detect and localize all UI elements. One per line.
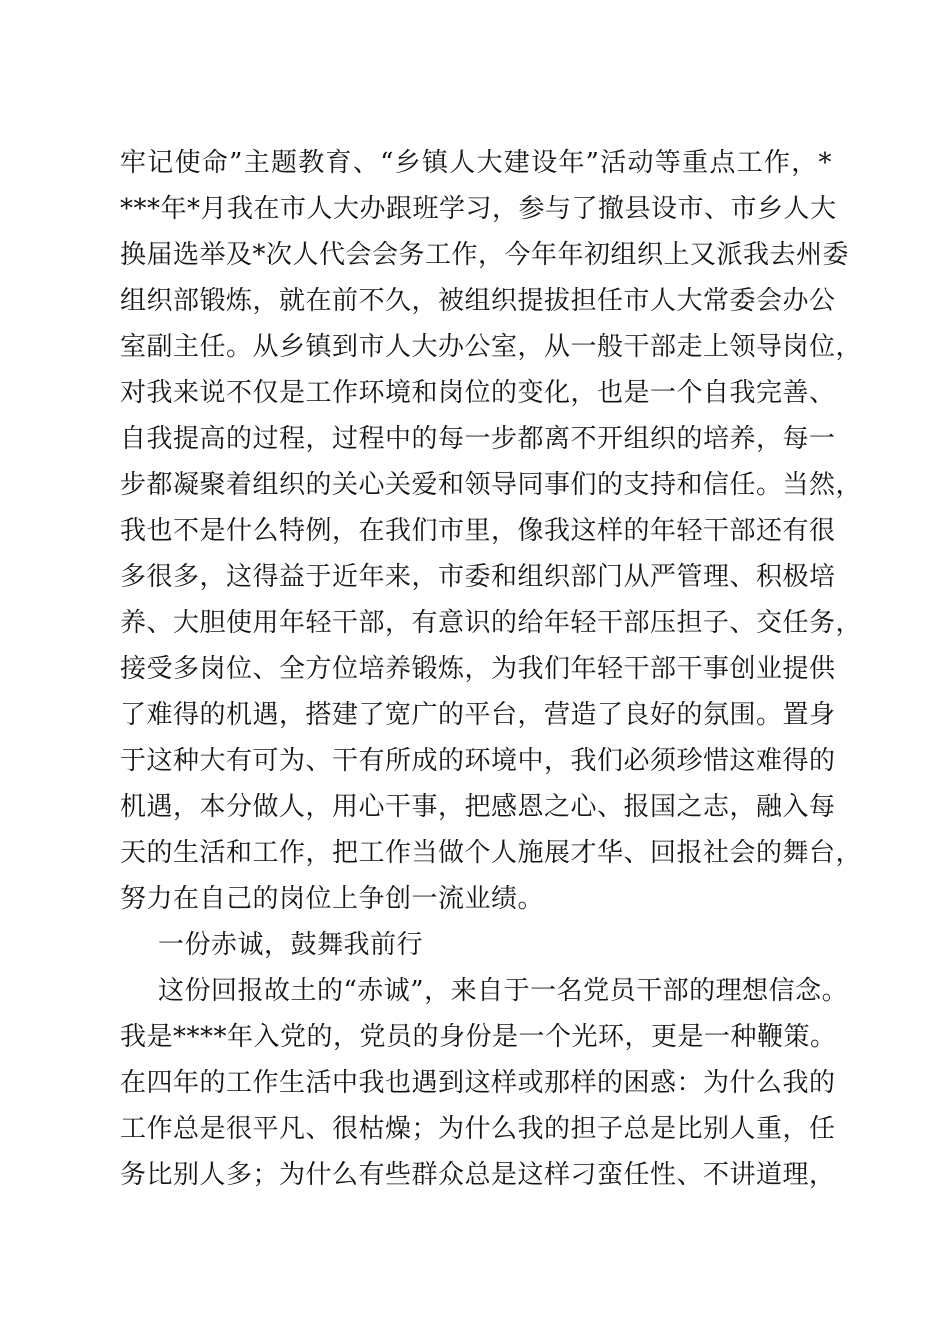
text-line: 机遇，本分做人，用心干事，把感恩之心、报国之志，融入每: [120, 792, 836, 822]
text-line: 务比别人多；为什么有些群众总是这样刁蛮任性、不讲道理，: [120, 1160, 836, 1190]
text-line: 这份回报故土的“赤诚”，来自于一名党员干部的理想信念。: [158, 976, 849, 1006]
text-line: 组织部锻炼，就在前不久，被组织提拔担任市人大常委会办公: [120, 286, 836, 316]
text-line: 努力在自己的岗位上争创一流业绩。: [120, 884, 545, 914]
text-line: 自我提高的过程，过程中的每一步都离不开组织的培养，每一: [120, 424, 836, 454]
text-line: 天的生活和工作，把工作当做个人施展才华、回报社会的舞台，: [120, 838, 863, 868]
text-line: 于这种大有可为、干有所成的环境中，我们必须珍惜这难得的: [120, 746, 836, 776]
text-line: ***年*月我在市人大办跟班学习，参与了撤县设市、市乡人大: [120, 194, 837, 224]
text-line: 对我来说不仅是工作环境和岗位的变化，也是一个自我完善、: [120, 378, 836, 408]
text-line: 接受多岗位、全方位培养锻炼，为我们年轻干部干事创业提供: [120, 654, 836, 684]
section-heading: 一份赤诚，鼓舞我前行: [158, 930, 424, 960]
text-line: 我也不是什么特例，在我们市里，像我这样的年轻干部还有很: [120, 516, 836, 546]
text-line: 多很多，这得益于近年来，市委和组织部门从严管理、积极培: [120, 562, 836, 592]
text-line: 我是****年入党的，党员的身份是一个光环，更是一种鞭策。: [120, 1022, 837, 1052]
text-line: 在四年的工作生活中我也遇到这样或那样的困惑：为什么我的: [120, 1068, 836, 1098]
document-body: [120, 140, 863, 1198]
text-line: 步都凝聚着组织的关心关爱和领导同事们的支持和信任。当然，: [120, 470, 863, 500]
text-line: 养、大胆使用年轻干部，有意识的给年轻干部压担子、交任务，: [120, 608, 863, 638]
text-line: 牢记使命”主题教育、“乡镇人大建设年”活动等重点工作，*: [120, 148, 832, 178]
text-line: 工作总是很平凡、很枯燥；为什么我的担子总是比别人重，任: [120, 1114, 836, 1144]
text-line: 了难得的机遇，搭建了宽广的平台，营造了良好的氛围。置身: [120, 700, 836, 730]
text-line: 室副主任。从乡镇到市人大办公室，从一般干部走上领导岗位，: [120, 332, 863, 362]
text-line: 换届选举及*次人代会会务工作，今年年初组织上又派我去州委: [120, 240, 850, 270]
